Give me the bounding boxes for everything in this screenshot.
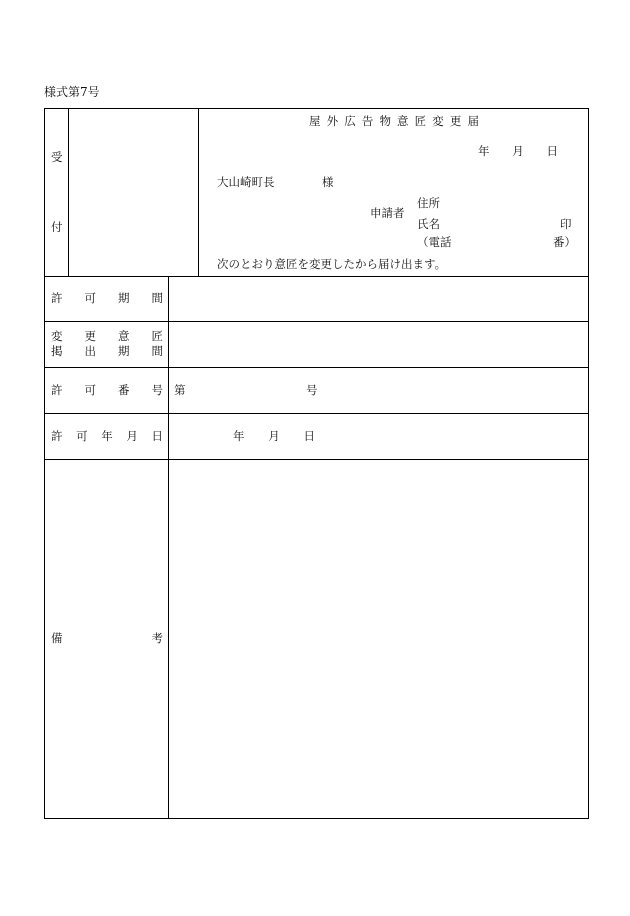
title-char: 意 — [397, 114, 409, 128]
title-char: 更 — [449, 114, 462, 128]
reception-label-1: 受 — [51, 150, 63, 164]
label-char: 年 — [101, 429, 113, 443]
title-char: 物 — [379, 114, 391, 128]
label-char: 日 — [151, 429, 163, 443]
date-day: 日 — [546, 144, 558, 158]
label-char: 号 — [151, 383, 163, 397]
label-char: 番 — [118, 383, 130, 397]
label-char: 間 — [151, 291, 163, 305]
label-char: 可 — [84, 291, 96, 305]
label-char: 匠 — [151, 329, 163, 343]
submission-date — [478, 146, 558, 158]
form-number: 様式第7号 — [44, 85, 100, 99]
addressee: 大山崎町長 — [217, 175, 275, 189]
permit-period-label — [51, 293, 163, 305]
date-day: 日 — [303, 429, 315, 443]
permit-number-suffix: 号 — [306, 383, 318, 397]
label-char: 意 — [118, 329, 130, 343]
label-char: 期 — [118, 291, 130, 305]
remarks-label — [51, 633, 163, 645]
label-char: 月 — [126, 429, 138, 443]
label-char: 許 — [51, 429, 63, 443]
applicant-label: 申請者 — [370, 206, 405, 220]
label-char: 変 — [51, 329, 63, 343]
title-char: 広 — [344, 114, 356, 128]
permit-number-prefix: 第 — [174, 383, 186, 397]
seal-mark: 印 — [560, 217, 572, 231]
title-char: 変 — [432, 114, 444, 128]
title-char: 届 — [467, 114, 479, 128]
label-char: 間 — [151, 344, 163, 358]
date-month: 月 — [512, 144, 524, 158]
permit-date-label — [51, 431, 163, 443]
label-char: 掲 — [51, 344, 63, 358]
display-period-label-line1 — [51, 331, 163, 343]
address-label: 住所 — [417, 196, 440, 210]
date-year: 年 — [478, 144, 490, 158]
label-char: 許 — [51, 383, 63, 397]
label-char: 出 — [84, 344, 96, 358]
label-char: 考 — [151, 631, 163, 645]
title-char: 外 — [326, 114, 339, 128]
label-char: 備 — [51, 631, 63, 645]
addressee-honorific: 様 — [322, 175, 334, 189]
label-char: 可 — [84, 383, 96, 397]
statement: 次のとおり意匠を変更したから届け出ます。 — [217, 257, 447, 271]
reception-label-2: 付 — [51, 220, 63, 234]
label-char: 可 — [76, 429, 88, 443]
permit-date-value — [233, 431, 315, 443]
label-char: 更 — [84, 329, 96, 343]
phone-suffix: 番） — [553, 235, 576, 249]
display-period-label-line2 — [51, 346, 163, 358]
phone-label: （電話 — [417, 235, 452, 249]
date-month: 月 — [268, 429, 280, 443]
date-year: 年 — [233, 429, 245, 443]
label-char: 期 — [118, 344, 130, 358]
title-char: 屋 — [309, 114, 321, 128]
label-char: 許 — [51, 291, 63, 305]
title-char: 匠 — [414, 114, 427, 128]
form-title — [309, 116, 479, 128]
title-char: 告 — [361, 114, 374, 128]
permit-number-label — [51, 385, 163, 397]
name-label: 氏名 — [417, 217, 440, 231]
